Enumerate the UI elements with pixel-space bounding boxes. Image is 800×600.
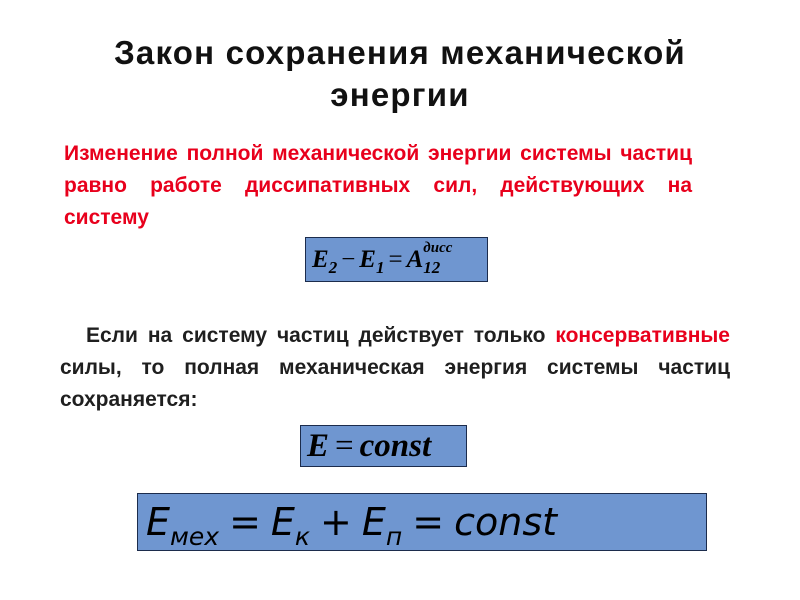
emech-subscript: мех	[170, 522, 220, 551]
mechanical-energy-formula	[137, 493, 707, 551]
dissipative-statement: Изменение полной механической энергии системы частиц равно работе диссипативных сил, действующих на систему	[64, 142, 692, 229]
conservative-highlight: консервативные	[555, 324, 730, 347]
ek-symbol: E	[270, 500, 295, 544]
const-word: const	[359, 428, 432, 464]
energy-change-formula-row	[312, 240, 459, 277]
slide-title: Закон сохранения механической энергии	[114, 34, 686, 113]
e1-subscript: 1	[375, 258, 385, 277]
energy-const-formula	[300, 425, 467, 467]
conservative-statement-part1: Если на систему частиц действует только	[86, 324, 556, 347]
equals-sign: =	[335, 428, 354, 464]
e1-symbol: E	[359, 246, 376, 273]
equals-sign-2: =	[412, 500, 445, 544]
equals-sign: =	[388, 246, 403, 273]
plus-sign: +	[320, 500, 352, 544]
work-indices	[423, 240, 459, 277]
equals-sign-1: =	[229, 500, 261, 544]
conservative-statement-part2: силы, то полная механическая энергия системы частиц сохраняется:	[60, 356, 730, 411]
const-word: const	[454, 500, 558, 544]
ep-subscript: п	[385, 522, 403, 551]
e2-subscript: 2	[328, 258, 338, 277]
ep-symbol: E	[361, 500, 386, 544]
work-subscript: 12	[423, 258, 441, 277]
minus-sign: −	[341, 246, 356, 273]
work-superscript: дисс	[423, 240, 453, 256]
ek-subscript: к	[294, 522, 311, 551]
emech-symbol: E	[146, 500, 171, 544]
energy-symbol: E	[307, 428, 330, 464]
work-symbol: A	[406, 246, 424, 273]
conservative-statement	[60, 320, 730, 416]
energy-change-formula	[305, 237, 488, 282]
e2-symbol: E	[312, 246, 329, 273]
